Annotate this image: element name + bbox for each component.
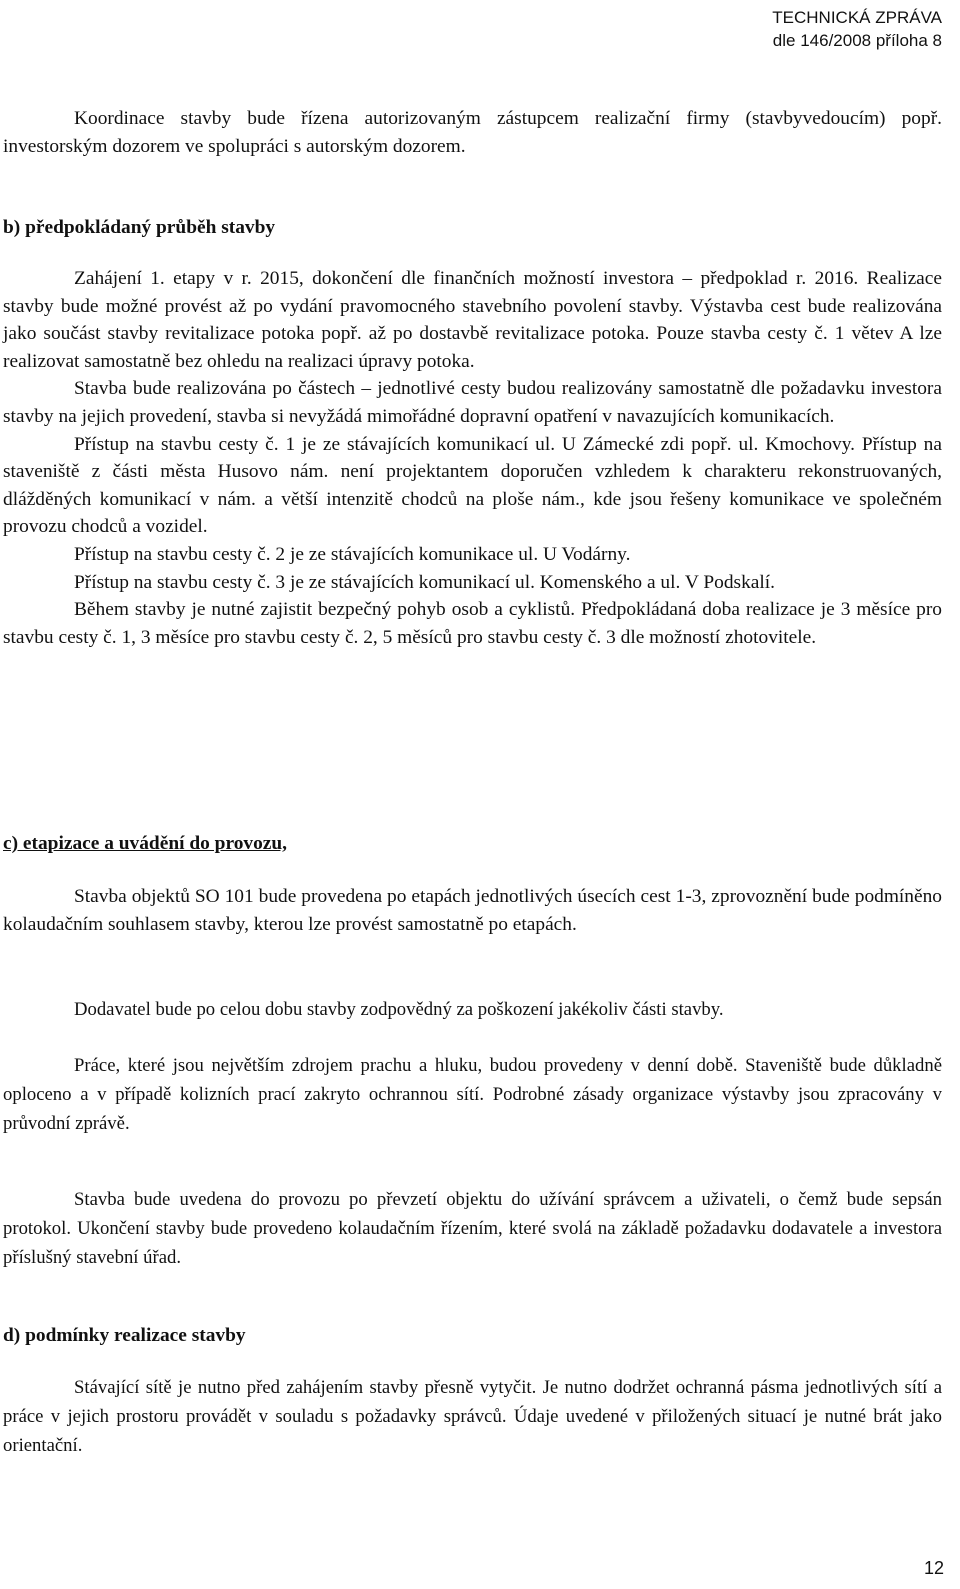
paragraph-c-2: Dodavatel bude po celou dobu stavby zodpovědný za poškození jakékoliv části stavby. — [74, 999, 724, 1020]
paragraph-c-3: Práce, které jsou největším zdrojem prachu a hluku, budou provedeny v denní době. Staveniště bude důkladně oploceno a v případě kolizních prací zakryto ochrannou sítí. Podrobné zásady organizace výstavby jsou zpracovány v průvodní zprávě. — [3, 1055, 942, 1134]
paragraph-b-2: Stavba bude realizována po částech – jednotlivé cesty budou realizovány samostatně dle požadavku investora stavby na jejich provedení, stavba si nevyžádá mimořádné dopravní opatření v navazujících komunikacích. — [3, 378, 942, 427]
section-b-body — [3, 265, 942, 651]
paragraph-c-1: Stavba objektů SO 101 bude provedena po etapách jednotlivých úsecích cest 1-3, zprovoznění bude podmíněno kolaudačním souhlasem stavby, kterou lze provést samostatně po etapách. — [3, 886, 942, 935]
heading-d: d) podmínky realizace stavby — [3, 1325, 246, 1346]
paragraph-b-1: Zahájení 1. etapy v r. 2015, dokončení dle finančních možností investora – předpoklad r. 2016. Realizace stavby bude možné provést až po vydání pravomocného stavebního povolení stavby. Výstavba cest bude realizována jako součást stavby revitalizace potoka popř. až po dostavbě revitalizace potoka. Pouze stavba cesty č. 1 větev A lze realizovat samostatně bez ohledu na realizaci úpravy potoka. — [3, 268, 942, 372]
paragraph-b-5: Přístup na stavbu cesty č. 3 je ze stávajících komunikací ul. Komenského a ul. V Podskalí. — [74, 571, 775, 593]
paragraph-b-4: Přístup na stavbu cesty č. 2 je ze stávajících komunikace ul. U Vodárny. — [74, 543, 631, 565]
heading-c: c) etapizace a uvádění do provozu, — [3, 833, 288, 854]
heading-b: b) předpokládaný průběh stavby — [3, 217, 276, 238]
page-number: 12 — [923, 1558, 944, 1578]
document-header — [772, 6, 942, 52]
paragraph-b-6: Během stavby je nutné zajistit bezpečný pohyb osob a cyklistů. Předpokládaná doba realizace je 3 měsíce pro stavbu cesty č. 1, 3 měsíce pro stavbu cesty č. 2, 5 měsíců pro stavbu cesty č. 3 dle možností zhotovitele. — [3, 599, 942, 648]
paragraph-b-3: Přístup na stavbu cesty č. 1 je ze stávajících komunikací ul. U Zámecké zdi popř. ul. Kmochovy. Přístup na staveniště z části města Husovo nám. není projektantem doporučen vzhledem k charakteru rekonstruovaných, dlážděných komunikací v nám. a větší intenzitě chodců na ploše nám., kde jsou řešeny komunikace ve společném provozu chodců a vozidel. — [3, 433, 942, 538]
header-title: TECHNICKÁ ZPRÁVA — [772, 8, 942, 27]
paragraph-c-4: Stavba bude uvedena do provozu po převzetí objektu do užívání správcem a uživateli, o čemž bude sepsán protokol. Ukončení stavby bude provedeno kolaudačním řízením, které svolá na základě požadavku dodavatele a investora příslušný stavební úřad. — [3, 1189, 942, 1268]
paragraph-koordinace: Koordinace stavby bude řízena autorizovaným zástupcem realizační firmy (stavbyvedoucím) popř. investorským dozorem ve spolupráci s autorským dozorem. — [3, 108, 942, 157]
paragraph-d: Stávající sítě je nutno před zahájením stavby přesně vytyčit. Je nutno dodržet ochranná pásma jednotlivých sítí a práce v jejich prostoru provádět v souladu s požadavky správců. Údaje uvedené v přiložených situací je nutné brát jako orientační. — [3, 1377, 942, 1456]
header-subtitle: dle 146/2008 příloha 8 — [772, 31, 942, 50]
